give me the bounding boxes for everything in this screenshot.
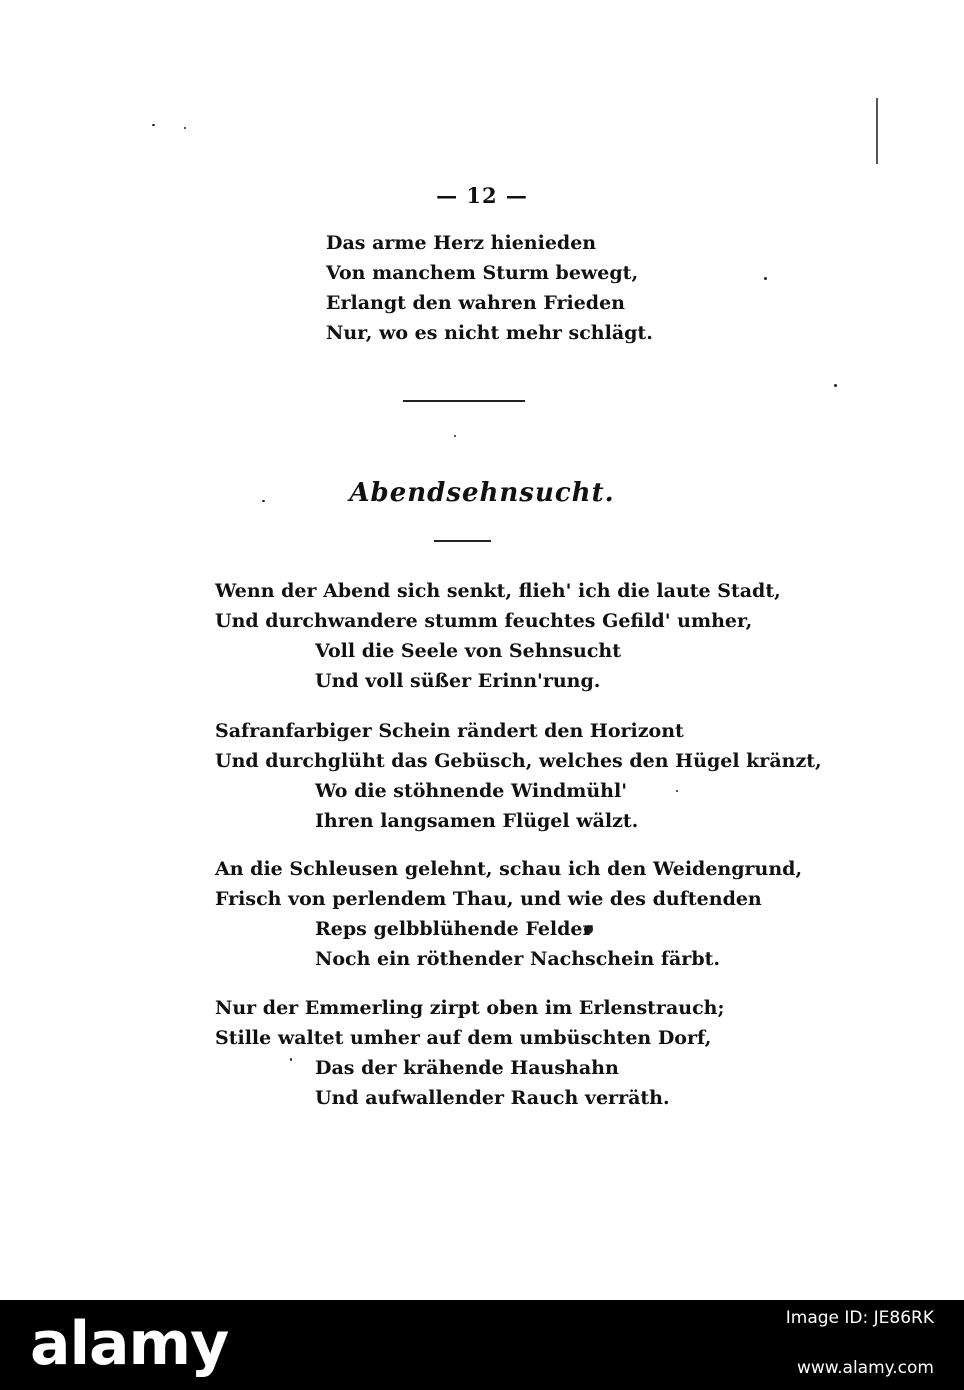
watermark-footer <box>0 1300 964 1390</box>
section-divider <box>403 400 525 402</box>
verse-line: Und durchglüht das Gebüsch, welches den Hügel kränzt, <box>215 750 822 772</box>
stanza-3 <box>215 854 802 974</box>
scan-speck <box>764 277 767 280</box>
poem-title: Abendsehnsucht. <box>349 478 615 508</box>
page-number: — 12 — <box>436 183 528 208</box>
image-id-label: Image ID: JE86RK <box>785 1308 934 1328</box>
title-underline <box>434 540 491 542</box>
verse-line: Nur, wo es nicht mehr schlägt. <box>326 322 653 344</box>
verse-line: Und voll süßer Erinn'rung. <box>315 670 601 692</box>
stanza-4 <box>215 993 724 1113</box>
verse-line: Wenn der Abend sich senkt, flieh' ich die laute Stadt, <box>215 580 781 602</box>
verse-line: Das der krähende Haushahn <box>315 1057 619 1079</box>
verse-line: Nur der Emmerling zirpt oben im Erlenstrauch; <box>215 997 725 1019</box>
verse-line: Ihren langsamen Flügel wälzt. <box>315 810 639 832</box>
verse-line: Voll die Seele von Sehnsucht <box>315 640 621 662</box>
scan-speck <box>454 435 456 437</box>
top-stanza <box>326 228 653 348</box>
verse-line: Frisch von perlendem Thau, und wie des duftenden <box>215 888 762 910</box>
verse-line: Und aufwallender Rauch verräth. <box>315 1087 670 1109</box>
verse-line: Stille waltet umher auf dem umbüschten Dorf, <box>215 1027 712 1049</box>
verse-line: Erlangt den wahren Frieden <box>326 292 625 314</box>
alamy-logo: alamy <box>30 1309 229 1379</box>
scan-speck <box>834 384 837 387</box>
verse-line: Und durchwandere stumm feuchtes Gefild' umher, <box>215 610 753 632</box>
stanza-2 <box>215 716 822 836</box>
stanza-1 <box>215 576 781 696</box>
scan-speck <box>152 124 155 126</box>
scan-speck <box>184 127 186 129</box>
verse-line: Das arme Herz hienieden <box>326 232 597 254</box>
verse-line: Von manchem Sturm bewegt, <box>326 262 639 284</box>
site-url: www.alamy.com <box>796 1358 934 1378</box>
verse-line: An die Schleusen gelehnt, schau ich den Weidengrund, <box>215 858 803 880</box>
verse-line: Safranfarbiger Schein rändert den Horizont <box>215 720 684 742</box>
verse-line: Reps gelbblühende Felder <box>315 918 593 940</box>
scan-edge-mark <box>876 98 878 164</box>
verse-line: Noch ein röthender Nachschein färbt. <box>315 948 720 970</box>
verse-line: Wo die stöhnende Windmühl' <box>315 780 628 802</box>
